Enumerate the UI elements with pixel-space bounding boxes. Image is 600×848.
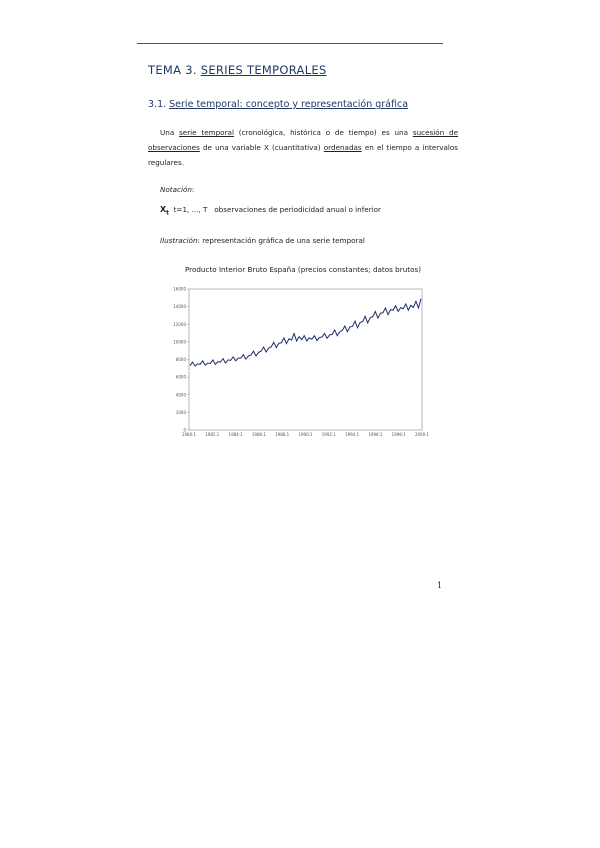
header-rule	[137, 43, 443, 44]
y-tick-label: 12000	[173, 321, 186, 327]
x-tick-label: 1994:1	[345, 432, 360, 437]
x-tick-label: 1992:1	[321, 432, 336, 437]
y-tick-label: 0	[183, 427, 186, 433]
chapter-prefix: TEMA 3.	[148, 63, 201, 77]
definition-paragraph	[148, 125, 458, 170]
x-tick-label: 1980:1	[181, 432, 197, 437]
term-sucesion: sucesión de observaciones	[148, 128, 458, 152]
x-tick-label: 2000:1	[414, 432, 430, 437]
chapter-title	[148, 63, 327, 77]
x-tick-label: 1996:1	[368, 432, 383, 437]
term-serie-temporal: serie temporal	[179, 128, 234, 137]
y-tick-label: 2000	[175, 409, 186, 415]
notation-label	[160, 185, 194, 194]
y-tick-label: 8000	[175, 357, 186, 362]
x-tick-label: 1990:1	[298, 432, 313, 437]
y-axis	[173, 287, 189, 433]
section-title-link[interactable]: Serie temporal: concepto y representación gráfica	[169, 99, 409, 110]
x-tick-label: 1986:1	[251, 432, 266, 437]
section-title	[148, 99, 408, 110]
gdp-line-chart	[168, 283, 430, 438]
para-text-3: de una variable X (cuantitativa)	[199, 143, 324, 152]
section-number: 3.1.	[148, 99, 170, 110]
illustration-label: Ilustración	[160, 236, 198, 245]
page-number: 1	[437, 581, 443, 590]
illustration-text: : representación gráfica de una serie temporal	[197, 236, 365, 245]
y-tick-label: 10000	[173, 339, 186, 345]
chart-title: Producto Interior Bruto España (precios constantes; datos brutos)	[184, 265, 422, 274]
y-tick-label: 6000	[175, 374, 186, 380]
x-tick-label: 1988:1	[275, 432, 290, 437]
series-line	[190, 299, 421, 366]
y-tick-label: 14000	[173, 304, 186, 310]
x-tick-label: 1998:1	[391, 432, 406, 437]
y-tick-label: 4000	[175, 392, 186, 398]
term-ordenadas: ordenadas	[323, 143, 362, 152]
notation-line	[160, 205, 381, 216]
chapter-title-link[interactable]: SERIES TEMPORALES	[200, 63, 327, 77]
notation-word: Notación	[160, 185, 192, 194]
xt-subscript: t	[166, 209, 170, 217]
illustration-line	[160, 236, 365, 245]
x-axis	[182, 432, 430, 437]
para-text-1: Una	[160, 128, 180, 137]
xt-symbol: X	[160, 205, 167, 214]
para-text-2: (cronológica, histórica o de tiempo) es una	[233, 128, 413, 137]
y-tick-label: 16000	[173, 286, 186, 292]
xt-text: t=1, ..., T observaciones de periodicidad anual o inferior	[169, 205, 381, 214]
notation-colon: :	[191, 185, 195, 194]
x-tick-label: 1984:1	[228, 432, 243, 437]
para-text-4: en el tiempo a intervalos regulares.	[148, 143, 459, 167]
x-tick-label: 1982:1	[205, 432, 220, 437]
